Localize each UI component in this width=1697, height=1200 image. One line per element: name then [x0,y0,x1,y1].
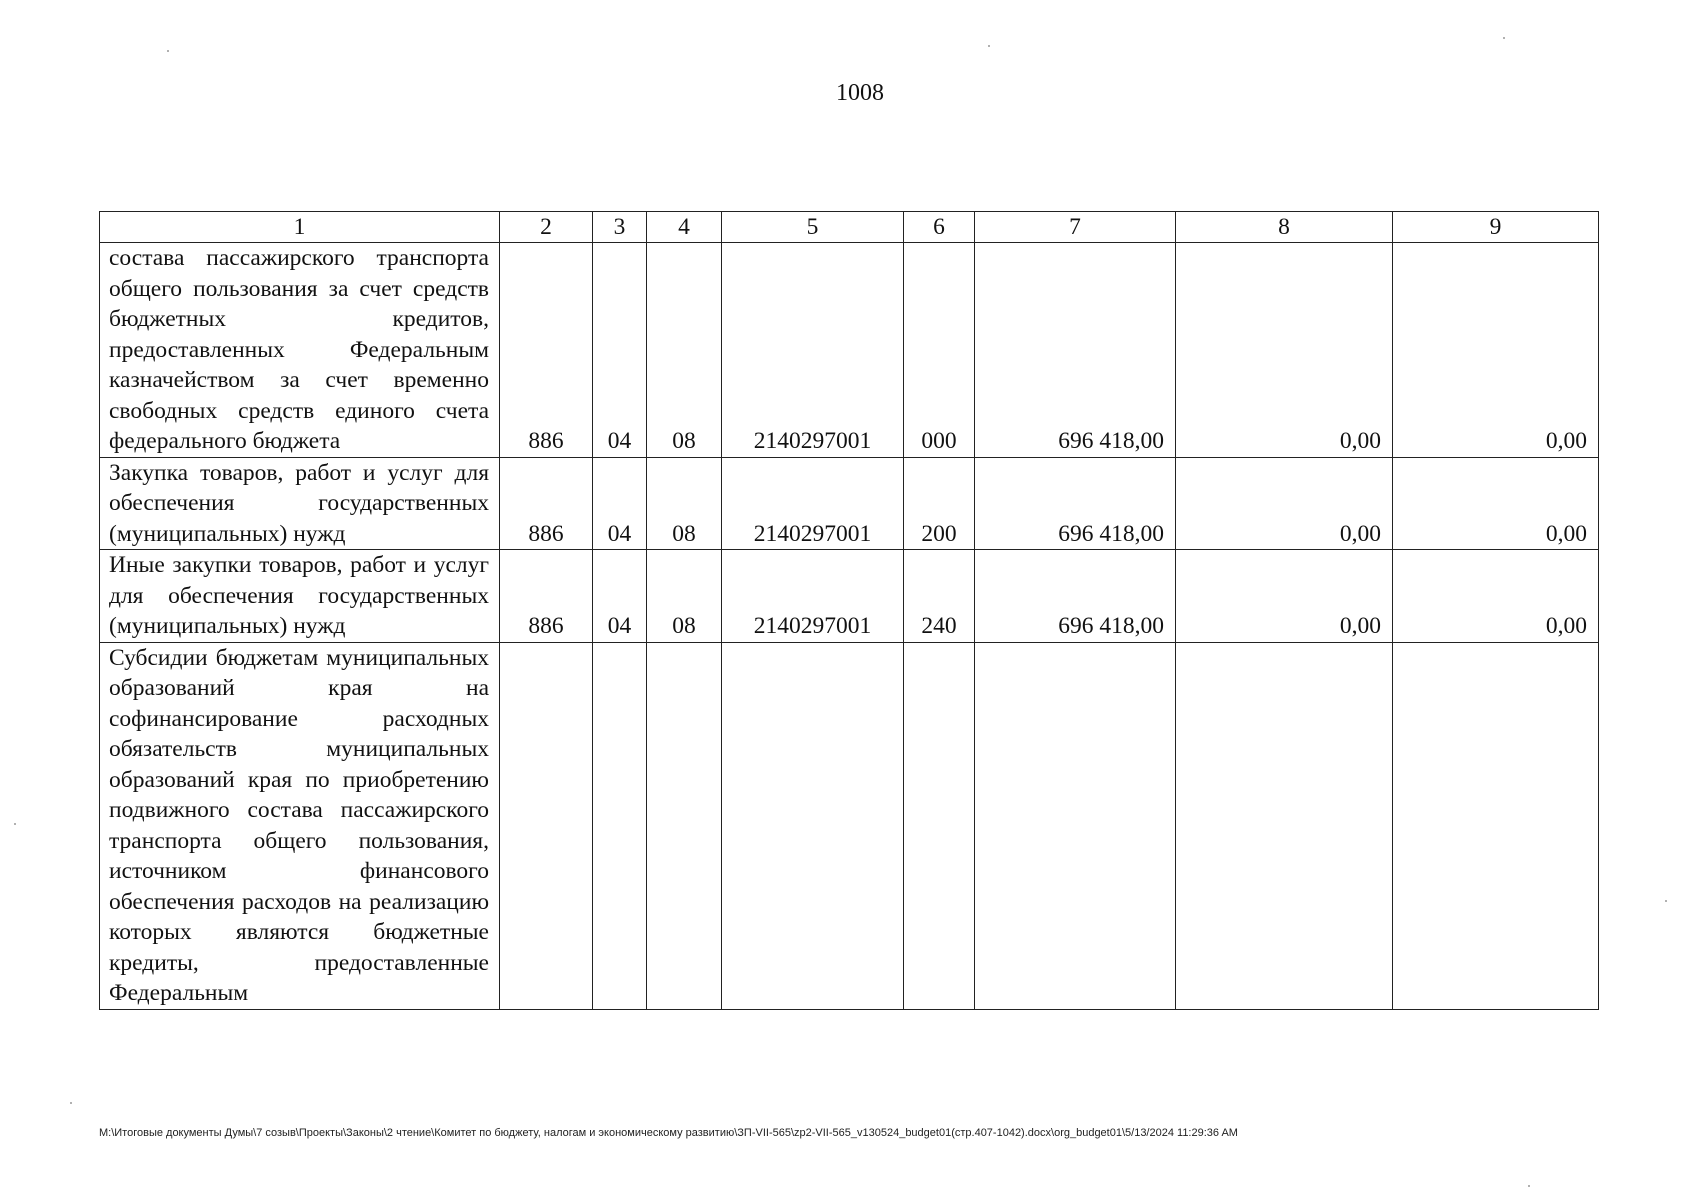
scan-speck [1665,900,1667,902]
row-col-2 [500,642,593,1009]
row-col-5: 2140297001 [722,550,904,643]
row-col-4: 08 [647,457,722,550]
row-col-6 [904,642,975,1009]
row-col-6: 200 [904,457,975,550]
row-name: Иные закупки товаров, работ и услуг для обеспечения государственных (муниципальных) нужд [100,550,500,643]
row-col-3 [593,642,647,1009]
row-col-8 [1176,642,1393,1009]
row-col-2: 886 [500,243,593,458]
row-col-7 [975,642,1176,1009]
header-col-6: 6 [904,212,975,243]
scan-speck [1503,37,1505,39]
row-col-4 [647,642,722,1009]
row-col-4: 08 [647,550,722,643]
row-name: Субсидии бюджетам муниципальных образований края на софинансирование расходных обязательств муниципальных образований края по приобретению подвижного состава пассажирского транспорта общего пользования, источником финансового обеспечения расходов на реализацию которых являются бюджетные кредиты, предоставленные Федеральным [100,642,500,1009]
row-col-6: 000 [904,243,975,458]
row-col-7: 696 418,00 [975,457,1176,550]
header-col-3: 3 [593,212,647,243]
row-col-9: 0,00 [1393,550,1599,643]
header-col-4: 4 [647,212,722,243]
budget-table [99,211,1599,1010]
row-col-5 [722,642,904,1009]
row-col-8: 0,00 [1176,243,1393,458]
row-col-3: 04 [593,550,647,643]
header-col-8: 8 [1176,212,1393,243]
row-col-7: 696 418,00 [975,243,1176,458]
row-col-9: 0,00 [1393,243,1599,458]
page-number: 1008 [836,80,884,106]
row-col-3: 04 [593,457,647,550]
table-row [100,550,1599,643]
row-col-3: 04 [593,243,647,458]
scan-speck [167,50,169,52]
scan-speck [988,45,990,47]
header-col-1: 1 [100,212,500,243]
scan-speck [14,823,16,825]
table-row [100,642,1599,1009]
row-col-2: 886 [500,457,593,550]
table-row [100,243,1599,458]
row-name: состава пассажирского транспорта общего пользования за счет средств бюджетных кредитов, предоставленных Федеральным казначейством за счет временно свободных средств единого счета федерального бюджета [100,243,500,458]
row-col-8: 0,00 [1176,457,1393,550]
row-col-5: 2140297001 [722,243,904,458]
row-name: Закупка товаров, работ и услуг для обеспечения государственных (муниципальных) нужд [100,457,500,550]
document-file-path: M:\Итоговые документы Думы\7 созыв\Проекты\Законы\2 чтение\Комитет по бюджету, налогам и экономическому развитию\ЗП-VII-565\zp2-VII-565_v130524_budget01(стр.407-1042).docx\org_budget01\5/13/2024 11:29:36 AM [99,1127,1238,1139]
row-col-2: 886 [500,550,593,643]
header-row [100,212,1599,243]
header-col-2: 2 [500,212,593,243]
row-col-4: 08 [647,243,722,458]
table-row [100,457,1599,550]
row-col-6: 240 [904,550,975,643]
row-col-5: 2140297001 [722,457,904,550]
scan-speck [1528,1185,1530,1187]
row-col-9 [1393,642,1599,1009]
row-col-7: 696 418,00 [975,550,1176,643]
header-col-7: 7 [975,212,1176,243]
header-col-5: 5 [722,212,904,243]
header-col-9: 9 [1393,212,1599,243]
row-col-8: 0,00 [1176,550,1393,643]
row-col-9: 0,00 [1393,457,1599,550]
scan-speck [70,1102,72,1104]
